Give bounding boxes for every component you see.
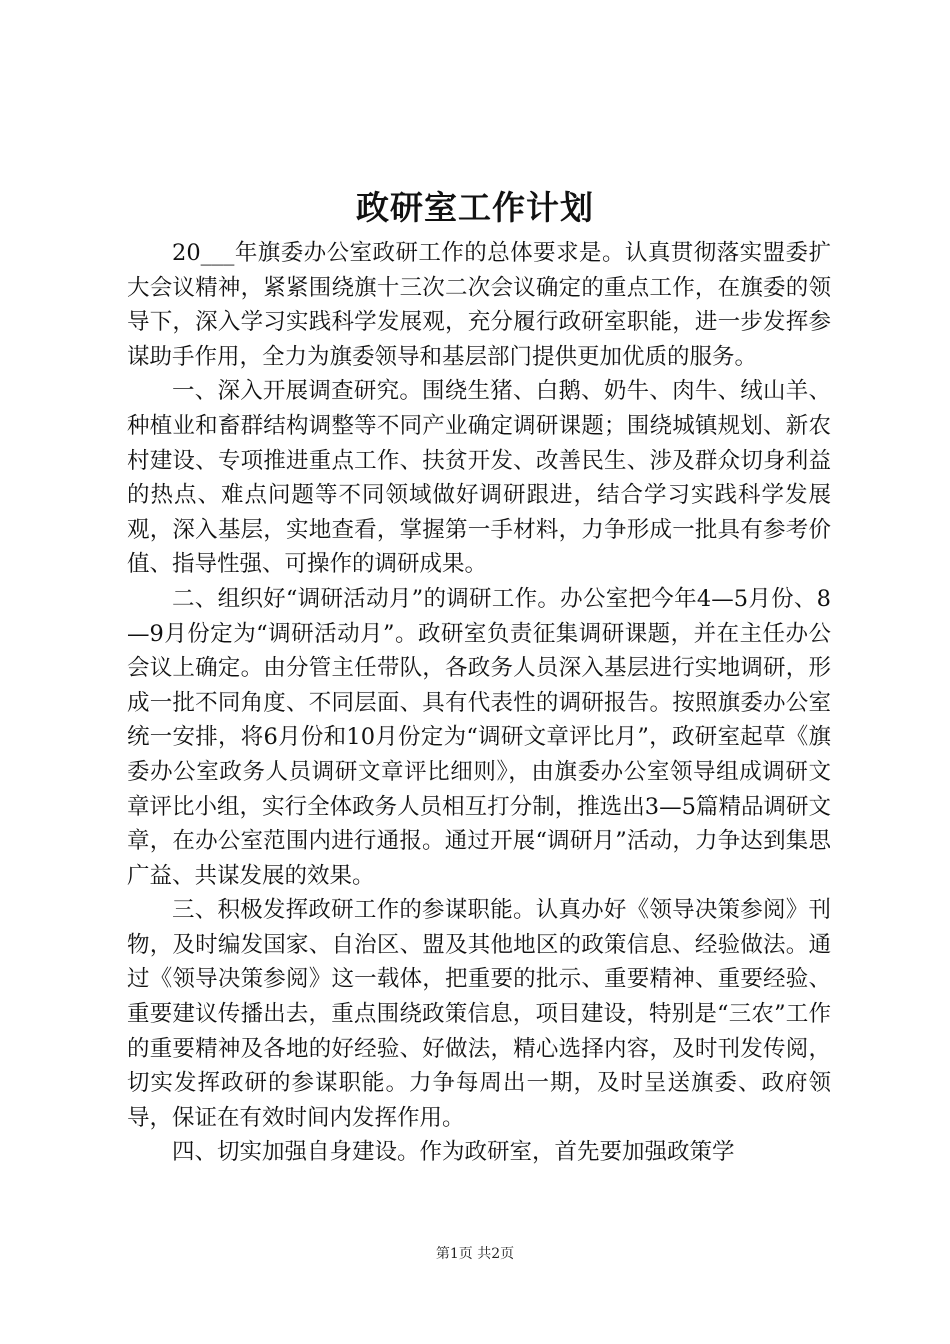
page-number-footer: 第1页 共2页 <box>435 1246 515 1262</box>
paragraph-section-3: 三、积极发挥政研工作的参谋职能。认真办好《领导决策参阅》刊物，及时编发国家、自治区、盟及其他地区的政策信息、经验做法。通过《领导决策参阅》这一载体，把重要的批示、重要精神、重要经验、重要建议传播出去，重点围绕政策信息，项目建设，特别是“三农”工作的重要精神及各地的好经验、好做法，精心选择内容，及时刊发传阅，切实发挥政研的参谋职能。力争每周出一期，及时呈送旗委、政府领导，保证在有效时间内发挥作用。 <box>127 897 831 1131</box>
paragraph-intro: 20___年旗委办公室政研工作的总体要求是。认真贯彻落实盟委扩大会议精神，紧紧围绕旗十三次二次会议确定的重点工作，在旗委的领导下，深入学习实践科学发展观，充分履行政研室职能，进一步发挥参谋助手作用，全力为旗委领导和基层部门提供更加优质的服务。 <box>127 240 831 370</box>
paragraph-section-1: 一、深入开展调查研究。围绕生猪、白鹅、奶牛、肉牛、绒山羊、种植业和畜群结构调整等不同产业确定调研课题；围绕城镇规划、新农村建设、专项推进重点工作、扶贫开发、改善民生、涉及群众切身利益的热点、难点问题等不同领域做好调研跟进，结合学习实践科学发展观，深入基层，实地查看，掌握第一手材料，力争形成一批具有参考价值、指导性强、可操作的调研成果。 <box>127 378 831 578</box>
document-body <box>127 236 831 1170</box>
paragraph-section-2: 二、组织好“调研活动月”的调研工作。办公室把今年4—5月份、8—9月份定为“调研活动月”。政研室负责征集调研课题，并在主任办公会议上确定。由分管主任带队，各政务人员深入基层进行实地调研，形成一批不同角度、不同层面、具有代表性的调研报告。按照旗委办公室统一安排，将6月份和10月份定为“调研文章评比月”，政研室起草《旗委办公室政务人员调研文章评比细则》，由旗委办公室领导组成调研文章评比小组，实行全体政务人员相互打分制，推选出3—5篇精品调研文章，在办公室范围内进行通报。通过开展“调研月”活动，力争达到集思广益、共谋发展的效果。 <box>127 585 831 889</box>
page-title: 政研室工作计划 <box>356 188 594 227</box>
paragraph-section-4: 四、切实加强自身建设。作为政研室，首先要加强政策学 <box>172 1139 735 1166</box>
